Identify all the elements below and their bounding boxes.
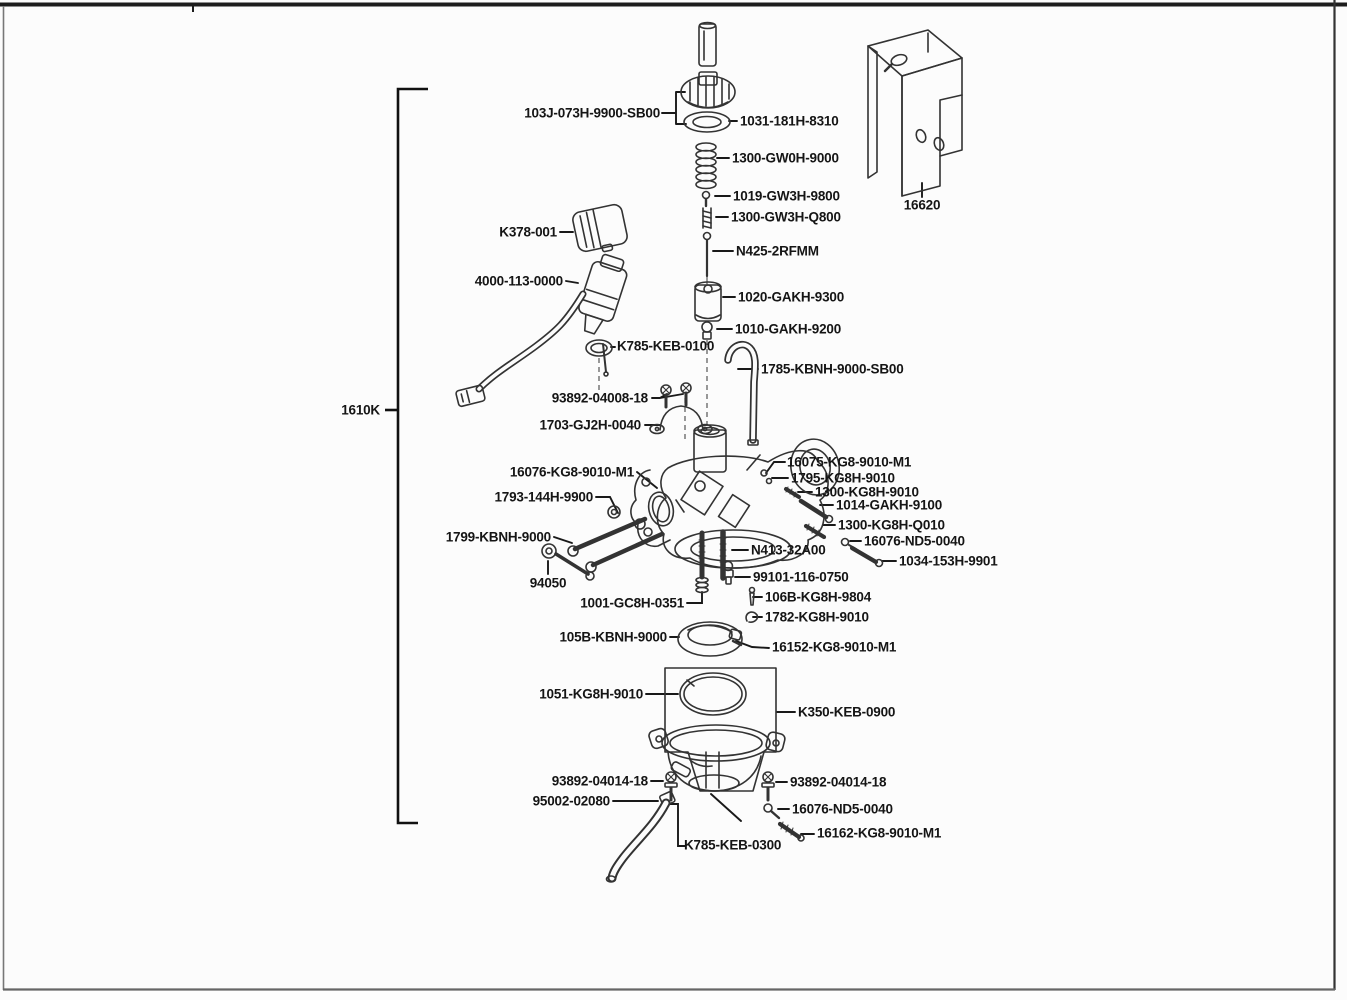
part-label-1020-gakh-9300: 1020-GAKH-9300 [738,289,845,305]
float-drawing [678,622,742,656]
part-label-1785-kbnh-9000-sb00: 1785-KBNH-9000-SB00 [761,361,904,377]
part-label-1795-kg8h-9010: 1795-KG8H-9010 [791,470,895,486]
part-label-1001-gc8h-0351: 1001-GC8H-0351 [580,595,684,611]
part-label-k378-001: K378-001 [499,224,557,240]
part-label-1703-gj2h-0040: 1703-GJ2H-0040 [539,417,641,433]
part-label-1799-kbnh-9000: 1799-KBNH-9000 [445,529,551,545]
bowl-gasket-drawing [680,673,746,715]
part-label-1793-144h-9900: 1793-144H-9900 [494,489,593,505]
float-valve-drawing [750,588,755,606]
part-label-105b-kbnh-9000: 105B-KBNH-9000 [559,629,667,645]
part-label-1034-153h-9901: 1034-153H-9901 [899,553,998,569]
part-label-1031-181h-8310: 1031-181H-8310 [740,113,839,129]
part-label-1051-kg8h-9010: 1051-KG8H-9010 [539,686,643,702]
throttle-spring-drawing [696,143,716,189]
cdi-unit-k378-drawing [571,203,629,256]
drain-tube-drawing [607,791,676,882]
part-label-16076-nd5-0040: 16076-ND5-0040 [864,533,965,549]
part-label-16075-kg8-9010-m1: 16075-KG8-9010-M1 [787,454,912,470]
washer-94050-drawing [542,544,556,558]
part-label-103j-073h-9900-sb00: 103J-073H-9900-SB00 [524,105,660,121]
throttle-cable-tube-drawing [699,23,716,67]
part-label-1010-gakh-9200: 1010-GAKH-9200 [735,321,842,337]
part-label-93892-04014-18: 93892-04014-18 [551,773,648,789]
part-label-k785-keb-0300: K785-KEB-0300 [684,837,782,853]
part-label-1014-gakh-9100: 1014-GAKH-9100 [836,497,943,513]
part-label-n413-32a00: N413-32A00 [751,542,826,558]
part-label-1300-kg8h-9010: 1300-KG8H-9010 [815,484,919,500]
cap-oring-drawing [684,112,730,132]
part-label-16620: 16620 [903,197,941,213]
part-label-1300-gw0h-9000: 1300-GW0H-9000 [732,150,839,166]
needle-spring-drawing [703,208,711,228]
needle-set-screw-drawing [703,192,710,207]
part-label-n425-2rfmm: N425-2RFMM [736,243,819,259]
part-label-16162-kg8-9010-m1: 16162-KG8-9010-M1 [817,825,942,841]
fuel-inlet-pipe-drawing [728,345,758,445]
carb-top-cap-drawing [681,72,735,108]
group-bracket-1610k [385,89,428,823]
part-label-k350-keb-0900: K350-KEB-0900 [798,704,896,720]
bowl-screw-left-drawing [665,772,677,800]
needle-jet-drawing [702,322,712,339]
part-label-16152-kg8-9010-m1: 16152-KG8-9010-M1 [772,639,897,655]
part-label-99101-116-0750: 99101-116-0750 [753,569,849,585]
part-label-95002-02080: 95002-02080 [532,793,610,809]
part-label-1610k: 1610K [341,402,380,418]
bowl-screw-right-drawing [762,772,774,800]
jet-needle-drawing [704,233,711,285]
part-label-1019-gw3h-9800: 1019-GW3H-9800 [733,188,840,204]
part-label-93892-04014-18: 93892-04014-18 [790,774,887,790]
part-label-k785-keb-0100: K785-KEB-0100 [617,338,715,354]
part-label-94050: 94050 [529,575,567,591]
part-label-1300-kg8h-q010: 1300-KG8H-Q010 [838,517,945,533]
part-label-16076-nd5-0040: 16076-ND5-0040 [792,801,893,817]
part-label-4000-113-0000: 4000-113-0000 [474,273,563,289]
insulator-gasket-drawing [645,490,677,529]
bystarter-oring-drawing [586,340,612,356]
bracket-16620-drawing [868,30,962,196]
drain-screw-drawing [764,804,779,818]
part-label-16076-kg8-9010-m1: 16076-KG8-9010-M1 [509,464,634,480]
part-label-106b-kg8h-9804: 106B-KG8H-9804 [765,589,872,605]
part-label-1782-kg8h-9010: 1782-KG8H-9010 [765,609,869,625]
drain-spring-screw-drawing [780,822,804,841]
needle-holder-drawing [695,282,721,321]
part-label-93892-04008-18: 93892-04008-18 [551,390,648,406]
stud-n413-drawing [720,532,726,578]
part-label-1300-gw3h-q800: 1300-GW3H-Q800 [731,209,841,225]
